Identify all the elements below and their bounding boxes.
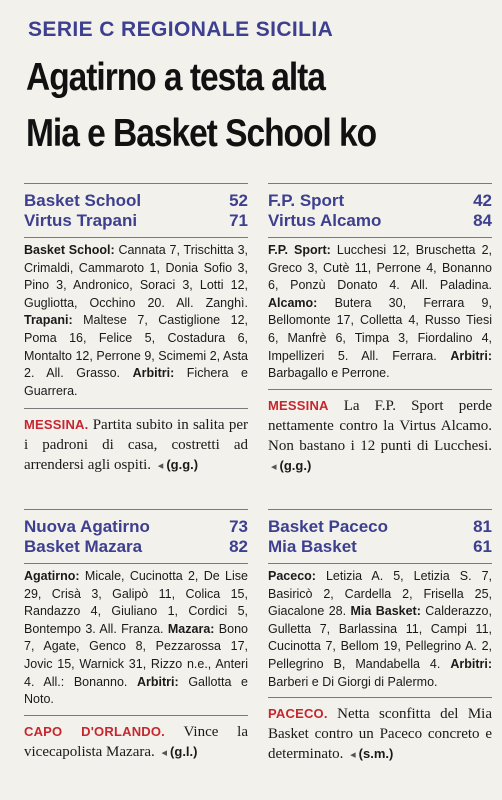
game-result-basket-school [24, 183, 248, 476]
author-signature: (g.l.) [170, 743, 198, 759]
player-stats: Barbagallo e Perrone. [268, 366, 390, 381]
team-name: F.P. Sport [268, 191, 345, 210]
team-score: 81 [473, 517, 492, 536]
arrow-icon: ◂ [157, 460, 164, 473]
dateline-city: CAPO D'ORLANDO. [24, 723, 165, 739]
summary-text: Partita subito in salita per i padroni di casa, costretti ad arrendersi agli ospiti. [24, 417, 248, 474]
player-stats: Butera 30, Ferrara 9, Bellomonte 17, Colletta 4, Russo Tiesi 6, Manfrè 6, Timpa 3, Fiordalino 4, Impellizeri 5. All. Ferrara. [268, 295, 492, 363]
team-label: Agatirno: [24, 569, 80, 583]
score-row-home [24, 517, 248, 537]
author-signature: (g.g.) [166, 457, 199, 473]
team-label: Arbitri: [132, 366, 175, 381]
team-label: Mazara: [167, 621, 215, 636]
score-row-away [268, 211, 492, 231]
author-signature: (s.m.) [358, 746, 394, 762]
team-name: Basket Mazara [24, 537, 143, 556]
score-row-away [24, 537, 248, 557]
headline-line-2: Mia e Basket School ko [26, 112, 377, 155]
player-stats: Maltese 7, Castiglione 12, Poma 16, Felice 5, Costadura 6, Montalto 12, Perrone 9, Scimemi 2, Asta 2. All. Grasso. [24, 313, 248, 381]
team-label: F.P. Sport: [268, 243, 331, 257]
score-row-away [268, 537, 492, 557]
score-row-home [268, 517, 492, 537]
team-label: Arbitri: [450, 348, 492, 363]
dateline-city: MESSINA. [24, 417, 89, 433]
team-label: Paceco: [268, 569, 316, 583]
arrow-icon: ◂ [350, 749, 356, 762]
score-row-home [268, 191, 492, 211]
box-score [24, 242, 248, 400]
arrow-icon: ◂ [271, 460, 277, 473]
team-name: Basket Paceco [268, 517, 389, 536]
summary-text: La F.P. Sport perde nettamente contro la Virtus Alcamo. Non bastano i 12 punti di Lucchesi. [268, 397, 492, 454]
team-score: 84 [473, 211, 492, 230]
headline-line-1: Agatirno a testa alta [26, 56, 325, 99]
player-stats: Fichera e Guarrera. [24, 366, 248, 398]
score-row-away [24, 211, 248, 231]
team-label: Alcamo: [268, 295, 318, 310]
box-score [24, 568, 248, 709]
team-score: 42 [473, 191, 492, 210]
player-stats: Barberi e Di Giorgi di Palermo. [268, 674, 438, 689]
match-summary [24, 722, 248, 763]
author-signature: (g.g.) [279, 457, 312, 473]
dateline-city: MESSINA [268, 397, 329, 413]
team-name: Basket School [24, 191, 142, 210]
summary-text: Vince la vicecapolista Mazara. [24, 723, 249, 760]
team-label: Arbitri: [450, 656, 492, 671]
game-result-basket-paceco [268, 509, 492, 765]
team-name: Mia Basket [268, 537, 357, 556]
arrow-icon: ◂ [161, 746, 168, 759]
team-label: Basket School: [24, 243, 115, 257]
team-name: Virtus Alcamo [268, 211, 382, 230]
player-stats: Cannata 7, Trischitta 3, Crimaldi, Cammaroto 1, Donia Sofio 3, Pino 3, Andronico, Soraci 3, Lotti 12, Gugliotta, Occhino 20. All. Zanghì. [24, 243, 248, 310]
team-label: Trapani: [24, 313, 73, 328]
team-score: 71 [229, 211, 248, 230]
match-summary [268, 396, 492, 477]
team-label: Arbitri: [137, 674, 179, 689]
team-name: Nuova Agatirno [24, 517, 150, 536]
player-stats: Bono 7, Agate, Genco 8, Pezzarossa 17, Jovic 15, Warnick 31, Rizzo n.e., Anteri 4. All.: Bonanno. [24, 621, 248, 689]
dateline-city: PACECO. [268, 706, 328, 722]
score-row-home [24, 191, 248, 211]
summary-text: Netta sconfitta del Mia Basket contro un Paceco concreto e determinato. [268, 706, 493, 763]
player-stats: Lucchesi 12, Bruschetta 2, Greco 3, Cutè 11, Perrone 4, Bonanno 6, Ponzù Donato 4. All. Paladina. [268, 243, 492, 293]
team-name: Virtus Trapani [24, 211, 138, 230]
player-stats: Letizia A. 5, Letizia S. 7, Basiricò 2, Cardella 2, Frisella 25, Giacalone 28. [268, 569, 492, 619]
game-result-fp-sport [268, 183, 492, 477]
player-stats: Calderazzo, Gulletta 7, Barlassina 11, Campi 11, Cucinotta 7, Bellom 19, Pellegrino A. 2, Pellegrino B, Mandabella 4. [268, 604, 492, 671]
team-score: 73 [229, 517, 248, 536]
box-score [268, 568, 492, 691]
player-stats: Gallotta e Noto. [24, 674, 248, 707]
game-result-nuova-agatirno [24, 509, 248, 763]
match-summary [268, 704, 492, 765]
section-kicker: SERIE C REGIONALE SICILIA [28, 18, 334, 41]
team-score: 52 [229, 191, 248, 210]
team-score: 61 [473, 537, 492, 556]
team-score: 82 [229, 537, 248, 556]
team-label: Mia Basket: [350, 604, 421, 619]
player-stats: Micale, Cucinotta 2, De Lise 29, Crisà 3, Galipò 11, Colica 15, Randazzo 4, Giuliano 1, Cordici 5, Bontempo 3. All. Franza. [24, 569, 248, 636]
box-score [268, 242, 492, 383]
match-summary [24, 415, 248, 476]
